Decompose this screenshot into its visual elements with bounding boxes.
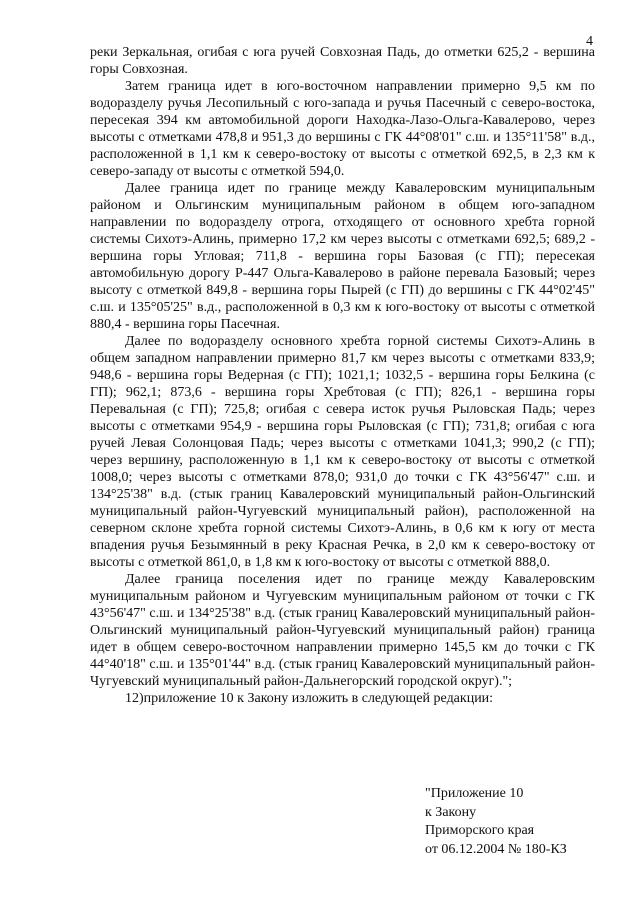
amendment-item: 12)приложение 10 к Закону изложить в следующей редакции: bbox=[125, 691, 494, 706]
appendix-date-number: от 06.12.2004 № 180-КЗ bbox=[425, 841, 567, 857]
appendix-region: Приморского края bbox=[425, 823, 535, 838]
paragraph: реки Зеркальная, огибая с юга ручей Совхозная Падь, до отметки 625,2 - вершина горы Совхозная. bbox=[90, 45, 595, 77]
document-body bbox=[90, 44, 595, 707]
paragraph: Далее граница идет по границе между Кавалеровским муниципальным районом и Ольгинским муниципальным районом в общем юго-западном направлении по водоразделу отрога, отходящего от основного хребта горной системы Сихотэ-Алинь, примерно 17,2 км через высоты с отметками 692,5; 689,2 - вершина горы Угловая; 711,8 - вершина горы Базовая (с ГП); пересекая автомобильную дорогу Р-447 Ольга-Кавалерово в районе перевала Базовый; через высоту с отметкой 849,8 - вершина горы Пырей (с ГП) до вершины с ГК 44°02'45" с.ш. и 135°05'25" в.д., расположенной в 0,3 км к юго-востоку от высоты с отметкой 880,4 - вершина горы Пасечная. bbox=[90, 181, 595, 332]
paragraph: Далее по водоразделу основного хребта горной системы Сихотэ-Алинь в общем западном направлении примерно 81,7 км через высоты с отметками 833,9; 948,6 - вершина горы Ведерная (с ГП); 1021,1; 1032,5 - вершина горы Белкина (с ГП); 962,1; 873,6 - вершина горы Хребтовая (с ГП); 826,1 - вершина горы Перевальная (с ГП); 725,8; огибая с севера исток ручья Рыловская Падь; через высоты с отметками 954,9 - вершина горы Рыловская (с ГП); 731,8; огибая с юга ручей Левая Солонцовая Падь; через высоты с отметками 1041,3; 990,2 (с ГП); через вершину, расположенную в 1,1 км к северо-востоку от высоты с отметкой 1008,0; через высоты с отметками 878,0; 931,0 до точки с ГК 43°56'47" с.ш. и 134°25'38" в.д. (стык границ Кавалеровский муниципальный район-Ольгинский муниципальный район-Чугуевский муниципальный район), расположенной на северном склоне хребта горной системы Сихотэ-Алинь, в 0,6 км к югу от места впадения ручья Безымянный в реку Красная Речка, в 2,0 км к северо-востоку от высоты с отметкой 861,0, в 1,8 км к юго-востоку от высоты с отметкой 888,0. bbox=[90, 334, 595, 570]
paragraph: Далее граница поселения идет по границе между Кавалеровским муниципальным районом и Чугуевским муниципальным районом от точки с ГК 43°56'47" с.ш. и 134°25'38" в.д. (стык границ Кавалеровский муниципальный район-Ольгинский муниципальный район-Чугуевский муниципальный район) граница идет в общем северо-восточном направлении примерно 145,5 км до точки с ГК 44°40'18" с.ш. и 135°01'44" в.д. (стык границ Кавалеровский муниципальный район-Чугуевский муниципальный район-Дальнегорский городской округ)."; bbox=[90, 572, 595, 689]
appendix-title: "Приложение 10 bbox=[425, 786, 524, 801]
appendix-law-ref: к Закону bbox=[425, 804, 477, 820]
paragraph: Затем граница идет в юго-восточном направлении примерно 9,5 км по водоразделу ручья Лесопильный с юго-запада и ручья Пасечный с северо-востока, пересекая 394 км автомобильной дороги Находка-Лазо-Ольга-Кавалерово, через высоты с отметками 478,8 и 951,3 до вершины с ГК 44°08'01" с.ш. и 135°11'58" в.д., расположенной в 1,1 км к северо-востоку от высоты с отметкой 692,5, в 2,3 км к северо-западу от высоты с отметкой 594,0. bbox=[90, 79, 595, 179]
page-number: 4 bbox=[586, 34, 593, 49]
appendix-header bbox=[425, 785, 567, 859]
